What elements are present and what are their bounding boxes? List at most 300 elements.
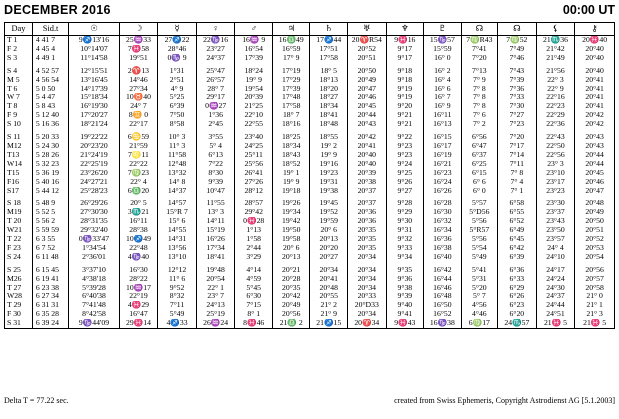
cell-pluto: 16°23 bbox=[424, 169, 462, 178]
cell-mean-node: 7° 6 bbox=[461, 111, 497, 120]
cell-mars: 16♒ 9 bbox=[235, 36, 273, 45]
cell-lilith: 24°24 bbox=[536, 275, 575, 284]
cell-uranus: 20°37 bbox=[348, 195, 387, 208]
cell-day: S 25 bbox=[5, 262, 33, 275]
cell-chiron: 20°57 bbox=[575, 275, 615, 284]
column-header-day: Day bbox=[5, 23, 33, 36]
cell-sun: 22°25'19 bbox=[69, 160, 119, 169]
cell-sidereal-time: 5 56 2 bbox=[32, 217, 68, 226]
cell-uranus: 20°39 bbox=[348, 169, 387, 178]
cell-mars: 19°54 bbox=[235, 85, 273, 94]
cell-sun: 11°14'58 bbox=[69, 54, 119, 63]
cell-neptune: 9°34 bbox=[386, 253, 424, 262]
cell-venus: 28° 7 bbox=[196, 85, 235, 94]
cell-lilith: 21°49 bbox=[536, 54, 575, 63]
cell-venus: 16°26 bbox=[196, 235, 235, 244]
cell-chiron: 20°54 bbox=[575, 253, 615, 262]
cell-day: S 24 bbox=[5, 253, 33, 262]
cell-true-node: 7♍52 bbox=[498, 36, 537, 45]
cell-day: T 6 bbox=[5, 85, 33, 94]
cell-uranus: 20°36 bbox=[348, 217, 387, 226]
cell-chiron: 20°41 bbox=[575, 85, 615, 94]
cell-sidereal-time: 5 24 30 bbox=[32, 142, 68, 151]
cell-pluto: 16° 0 bbox=[424, 54, 462, 63]
cell-moon: 28°38 bbox=[119, 226, 158, 235]
cell-chiron: 20°44 bbox=[575, 151, 615, 160]
table-row bbox=[5, 111, 615, 120]
cell-neptune: 9♓16 bbox=[386, 36, 424, 45]
cell-uranus: 20°35 bbox=[348, 244, 387, 253]
cell-sidereal-time: 5 36 19 bbox=[32, 169, 68, 178]
cell-jupiter: 20° 6 bbox=[272, 244, 310, 253]
cell-saturn: 18°55 bbox=[310, 129, 348, 142]
cell-mean-node: 6° 6 bbox=[461, 178, 497, 187]
cell-sun: 8°42'58 bbox=[69, 310, 119, 319]
credit-note: created from Swiss Ephemeris, Copyright Astrodienst AG [5.1.2003] bbox=[394, 396, 615, 405]
cell-true-node: 6°23 bbox=[498, 301, 537, 310]
cell-sun: 24°27'21 bbox=[69, 178, 119, 187]
cell-mercury: 27♐22 bbox=[158, 36, 197, 45]
cell-uranus: 20°46 bbox=[348, 93, 387, 102]
cell-venus: 17°34 bbox=[196, 244, 235, 253]
cell-sun: 14°17'39 bbox=[69, 85, 119, 94]
cell-jupiter: 18°34 bbox=[272, 142, 310, 151]
cell-uranus: 20°44 bbox=[348, 111, 387, 120]
cell-true-node: 7°39 bbox=[498, 76, 537, 85]
cell-true-node: 6°26 bbox=[498, 292, 537, 301]
cell-chiron: 20°58 bbox=[575, 284, 615, 293]
cell-pluto: 16°34 bbox=[424, 226, 462, 235]
cell-uranus: 20°49 bbox=[348, 76, 387, 85]
cell-lilith: 23°43 bbox=[536, 217, 575, 226]
cell-mean-node: 5°31 bbox=[461, 275, 497, 284]
cell-venus: 20°54 bbox=[196, 275, 235, 284]
cell-mean-node: 6°47 bbox=[461, 142, 497, 151]
cell-moon: 6♎20 bbox=[119, 187, 158, 196]
table-row bbox=[5, 178, 615, 187]
cell-lilith: 22°56 bbox=[536, 151, 575, 160]
column-header-sidereal-time: Sid.t bbox=[32, 23, 68, 36]
cell-true-node: 7°14 bbox=[498, 151, 537, 160]
cell-venus: 29°17 bbox=[196, 93, 235, 102]
cell-venus: 8°30 bbox=[196, 169, 235, 178]
cell-saturn: 20°41 bbox=[310, 275, 348, 284]
cell-chiron: 21° 1 bbox=[575, 301, 615, 310]
cell-uranus: 20°40 bbox=[348, 151, 387, 160]
cell-day: T15 bbox=[5, 169, 33, 178]
cell-moon: 6♋59 bbox=[119, 129, 158, 142]
table-row bbox=[5, 195, 615, 208]
cell-mars: 17°39 bbox=[235, 54, 273, 63]
cell-mean-node: 5° 7 bbox=[461, 292, 497, 301]
cell-uranus: 20°34 bbox=[348, 284, 387, 293]
cell-jupiter: 19°50 bbox=[272, 226, 310, 235]
cell-pluto: 16° 6 bbox=[424, 85, 462, 94]
cell-mars: 27°26 bbox=[235, 178, 273, 187]
cell-moon: 22°22 bbox=[119, 160, 158, 169]
cell-moon: 16°47 bbox=[119, 310, 158, 319]
cell-sun: 4°38'18 bbox=[69, 275, 119, 284]
cell-mean-node: 5°41 bbox=[461, 262, 497, 275]
table-row bbox=[5, 102, 615, 111]
cell-mercury: 13°32 bbox=[158, 169, 197, 178]
cell-jupiter: 20°28 bbox=[272, 275, 310, 284]
cell-true-node: 7°36 bbox=[498, 85, 537, 94]
cell-venus: 25°19 bbox=[196, 310, 235, 319]
cell-neptune: 9°24 bbox=[386, 160, 424, 169]
cell-saturn: 20°48 bbox=[310, 284, 348, 293]
cell-lilith: 21♓ 5 bbox=[536, 319, 575, 328]
cell-day: T 27 bbox=[5, 284, 33, 293]
cell-lilith: 23° 3 bbox=[536, 160, 575, 169]
cell-sidereal-time: 4 52 57 bbox=[32, 63, 68, 76]
cell-moon: 28°22 bbox=[119, 275, 158, 284]
cell-pluto: 16°52 bbox=[424, 310, 462, 319]
cell-sidereal-time: 5 52 5 bbox=[32, 208, 68, 217]
cell-venus: 5° 4 bbox=[196, 142, 235, 151]
column-header-true-node: ☊ bbox=[498, 23, 537, 36]
cell-mars: 4°59 bbox=[235, 275, 273, 284]
cell-mean-node: 5°54 bbox=[461, 244, 497, 253]
table-row bbox=[5, 217, 615, 226]
cell-moon: 10♐49 bbox=[119, 235, 158, 244]
cell-pluto: 16°42 bbox=[424, 262, 462, 275]
cell-mercury: 13°10 bbox=[158, 253, 197, 262]
cell-true-node: 6°45 bbox=[498, 235, 537, 244]
cell-saturn: 20°20 bbox=[310, 244, 348, 253]
cell-mean-node: 6°25 bbox=[461, 160, 497, 169]
cell-sidereal-time: 6 31 31 bbox=[32, 301, 68, 310]
cell-neptune: 9°41 bbox=[386, 310, 424, 319]
table-row bbox=[5, 142, 615, 151]
cell-uranus: 20°40 bbox=[348, 160, 387, 169]
cell-sidereal-time: 5 44 12 bbox=[32, 187, 68, 196]
cell-jupiter: 18°52 bbox=[272, 160, 310, 169]
cell-neptune: 9♓43 bbox=[386, 319, 424, 328]
cell-sidereal-time: 6 35 28 bbox=[32, 310, 68, 319]
cell-pluto: 16°48 bbox=[424, 292, 462, 301]
cell-day: F 30 bbox=[5, 310, 33, 319]
cell-chiron: 20°49 bbox=[575, 208, 615, 217]
cell-mean-node: 5°D56 bbox=[461, 208, 497, 217]
cell-moon: 16°30 bbox=[119, 262, 158, 275]
cell-neptune: 9°19 bbox=[386, 93, 424, 102]
time-label: 00:00 UT bbox=[562, 3, 615, 17]
cell-pluto: 16°30 bbox=[424, 208, 462, 217]
cell-venus: 23°27 bbox=[196, 45, 235, 54]
column-header-sun: ☉ bbox=[69, 23, 119, 36]
cell-sidereal-time: 6 15 45 bbox=[32, 262, 68, 275]
cell-mercury: 4° 9 bbox=[158, 85, 197, 94]
cell-lilith: 21♏36 bbox=[536, 36, 575, 45]
cell-lilith: 23°30 bbox=[536, 195, 575, 208]
cell-pluto: 16°15 bbox=[424, 129, 462, 142]
cell-sidereal-time: 6 19 41 bbox=[32, 275, 68, 284]
cell-mercury: 0♑ 9 bbox=[158, 54, 197, 63]
cell-mars: 19° 9 bbox=[235, 76, 273, 85]
cell-day: T 29 bbox=[5, 301, 33, 310]
cell-pluto: 16♑38 bbox=[424, 319, 462, 328]
cell-mars: 22°10 bbox=[235, 111, 273, 120]
cell-neptune: 9°22 bbox=[386, 129, 424, 142]
cell-neptune: 9°31 bbox=[386, 226, 424, 235]
cell-uranus: 20°42 bbox=[348, 129, 387, 142]
cell-mean-node: 5°57 bbox=[461, 195, 497, 208]
cell-chiron: 20°48 bbox=[575, 195, 615, 208]
cell-sidereal-time: 5 20 33 bbox=[32, 129, 68, 142]
cell-pluto: 16°24 bbox=[424, 178, 462, 187]
cell-jupiter: 17°19 bbox=[272, 63, 310, 76]
cell-true-node: 7° 1 bbox=[498, 187, 537, 196]
cell-jupiter: 16°59 bbox=[272, 45, 310, 54]
cell-saturn: 19°59 bbox=[310, 217, 348, 226]
cell-mars: 28°57 bbox=[235, 195, 273, 208]
cell-uranus: 20°43 bbox=[348, 120, 387, 129]
column-header-mean-node: ☊ bbox=[461, 23, 497, 36]
table-row bbox=[5, 160, 615, 169]
cell-day: F 23 bbox=[5, 244, 33, 253]
cell-jupiter: 21♎ 2 bbox=[272, 319, 310, 328]
table-row bbox=[5, 129, 615, 142]
cell-sidereal-time: 5 16 36 bbox=[32, 120, 68, 129]
cell-uranus: 20°34 bbox=[348, 310, 387, 319]
cell-uranus: 20°36 bbox=[348, 208, 387, 217]
cell-lilith: 23°17 bbox=[536, 178, 575, 187]
column-header-pluto: ♇ bbox=[424, 23, 462, 36]
table-row bbox=[5, 208, 615, 217]
cell-saturn: 19°23 bbox=[310, 169, 348, 178]
cell-moon: 25♒33 bbox=[119, 36, 158, 45]
cell-mean-node: 7°13 bbox=[461, 63, 497, 76]
column-header-mars: ♂ bbox=[235, 23, 273, 36]
cell-mercury: 6°39 bbox=[158, 102, 197, 111]
cell-day: S17 bbox=[5, 187, 33, 196]
cell-venus: 7°22 bbox=[196, 160, 235, 169]
page-header bbox=[4, 3, 615, 19]
cell-moon: 22°17 bbox=[119, 120, 158, 129]
table-row bbox=[5, 284, 615, 293]
cell-sun: 6°40'38 bbox=[69, 292, 119, 301]
column-header-moon: ☽ bbox=[119, 23, 158, 36]
cell-sidereal-time: 5 28 26 bbox=[32, 151, 68, 160]
cell-saturn: 19°52 bbox=[310, 208, 348, 217]
cell-lilith: 22°29 bbox=[536, 111, 575, 120]
cell-neptune: 9°18 bbox=[386, 76, 424, 85]
cell-uranus: 20°35 bbox=[348, 235, 387, 244]
cell-sidereal-time: 6 3 55 bbox=[32, 235, 68, 244]
cell-uranus: 20°52 bbox=[348, 45, 387, 54]
cell-mean-node: 7° 9 bbox=[461, 76, 497, 85]
cell-pluto: 16° 2 bbox=[424, 63, 462, 76]
cell-venus: 6°13 bbox=[196, 151, 235, 160]
cell-lilith: 22° 3 bbox=[536, 76, 575, 85]
cell-day: S 3 bbox=[5, 54, 33, 63]
cell-mean-node: 5°49 bbox=[461, 253, 497, 262]
cell-saturn: 20° 6 bbox=[310, 226, 348, 235]
page-title: DECEMBER 2016 bbox=[4, 3, 111, 17]
cell-mean-node: 6°56 bbox=[461, 129, 497, 142]
cell-moon: 27°34 bbox=[119, 85, 158, 94]
cell-chiron: 20°41 bbox=[575, 102, 615, 111]
cell-neptune: 9°36 bbox=[386, 275, 424, 284]
cell-moon: 7♓58 bbox=[119, 45, 158, 54]
cell-moon: 22°19 bbox=[119, 292, 158, 301]
cell-lilith: 23°10 bbox=[536, 169, 575, 178]
cell-day: S 4 bbox=[5, 63, 33, 76]
cell-jupiter: 18°43 bbox=[272, 151, 310, 160]
table-row bbox=[5, 319, 615, 328]
cell-neptune: 9°20 bbox=[386, 102, 424, 111]
cell-sun: 27°30'30 bbox=[69, 208, 119, 217]
ephemeris-table bbox=[4, 22, 615, 329]
cell-jupiter: 20°35 bbox=[272, 284, 310, 293]
cell-lilith: 21°42 bbox=[536, 45, 575, 54]
table-row bbox=[5, 120, 615, 129]
cell-lilith: 22°36 bbox=[536, 120, 575, 129]
cell-mercury: 14°37 bbox=[158, 187, 197, 196]
cell-moon: 24° 7 bbox=[119, 102, 158, 111]
cell-pluto: 16°40 bbox=[424, 253, 462, 262]
cell-mars: 7°15 bbox=[235, 301, 273, 310]
cell-chiron: 20°47 bbox=[575, 187, 615, 196]
cell-pluto: 16°50 bbox=[424, 301, 462, 310]
cell-sun: 25°28'23 bbox=[69, 187, 119, 196]
cell-day: M12 bbox=[5, 142, 33, 151]
cell-jupiter: 20°49 bbox=[272, 301, 310, 310]
delta-t-note: Delta T = 77.22 sec. bbox=[4, 396, 69, 405]
column-header-saturn: ♄ bbox=[310, 23, 348, 36]
cell-venus: 13° 3 bbox=[196, 208, 235, 217]
cell-pluto: 16°38 bbox=[424, 244, 462, 253]
cell-sun: 20°23'20 bbox=[69, 142, 119, 151]
cell-mean-node: 7° 8 bbox=[461, 85, 497, 94]
cell-moon: 7♌11 bbox=[119, 151, 158, 160]
cell-true-node: 6°42 bbox=[498, 244, 537, 253]
cell-saturn: 19°16 bbox=[310, 160, 348, 169]
cell-mars: 29°42 bbox=[235, 208, 273, 217]
cell-mars: 26°41 bbox=[235, 169, 273, 178]
cell-uranus: 20°34 bbox=[348, 275, 387, 284]
table-row bbox=[5, 310, 615, 319]
table-row bbox=[5, 253, 615, 262]
cell-saturn: 19°38 bbox=[310, 187, 348, 196]
cell-moon: 10♉40 bbox=[119, 93, 158, 102]
cell-pluto: 16°36 bbox=[424, 235, 462, 244]
cell-mean-node: 4°46 bbox=[461, 310, 497, 319]
cell-jupiter: 17°58 bbox=[272, 102, 310, 111]
cell-neptune: 9°23 bbox=[386, 151, 424, 160]
cell-venus: 26°57 bbox=[196, 76, 235, 85]
cell-mars: 25°11 bbox=[235, 151, 273, 160]
cell-lilith: 22°50 bbox=[536, 142, 575, 151]
cell-day: S 18 bbox=[5, 195, 33, 208]
cell-true-node: 6°49 bbox=[498, 226, 537, 235]
table-row bbox=[5, 169, 615, 178]
table-row bbox=[5, 235, 615, 244]
cell-moon: 2♈13 bbox=[119, 63, 158, 76]
cell-chiron: 20°46 bbox=[575, 178, 615, 187]
cell-mean-node: 6°37 bbox=[461, 151, 497, 160]
cell-saturn: 18°27 bbox=[310, 93, 348, 102]
cell-mean-node: 5°R57 bbox=[461, 226, 497, 235]
cell-chiron: 20°40 bbox=[575, 63, 615, 76]
cell-moon: 8♊ 0 bbox=[119, 111, 158, 120]
cell-uranus: 20°38 bbox=[348, 178, 387, 187]
cell-uranus: 20°41 bbox=[348, 142, 387, 151]
cell-sun: 15°18'34 bbox=[69, 93, 119, 102]
cell-mercury: 14°55 bbox=[158, 226, 197, 235]
cell-chiron: 20°40 bbox=[575, 54, 615, 63]
cell-true-node: 7° 8 bbox=[498, 169, 537, 178]
cell-saturn: 19° 9 bbox=[310, 151, 348, 160]
cell-true-node: 6°20 bbox=[498, 310, 537, 319]
cell-mercury: 14°57 bbox=[158, 195, 197, 208]
table-row bbox=[5, 226, 615, 235]
cell-mercury: 7°11 bbox=[158, 301, 197, 310]
cell-moon: 16°11 bbox=[119, 217, 158, 226]
cell-jupiter: 17°29 bbox=[272, 76, 310, 85]
cell-mercury: 9°52 bbox=[158, 284, 197, 293]
cell-saturn: 21° 9 bbox=[310, 310, 348, 319]
cell-moon: 10♒17 bbox=[119, 284, 158, 293]
cell-mean-node: 5°20 bbox=[461, 284, 497, 293]
cell-sidereal-time: 4 56 54 bbox=[32, 76, 68, 85]
cell-venus: 19°48 bbox=[196, 262, 235, 275]
cell-saturn: 20°13 bbox=[310, 235, 348, 244]
cell-saturn: 18°20 bbox=[310, 85, 348, 94]
table-row bbox=[5, 45, 615, 54]
cell-sidereal-time: 6 7 52 bbox=[32, 244, 68, 253]
column-header-jupiter: ♃ bbox=[272, 23, 310, 36]
cell-uranus: 20°35 bbox=[348, 226, 387, 235]
cell-mercury: 13°56 bbox=[158, 244, 197, 253]
cell-mercury: 11° 3 bbox=[158, 142, 197, 151]
cell-moon: 3♏21 bbox=[119, 208, 158, 217]
cell-saturn: 19° 2 bbox=[310, 142, 348, 151]
cell-day: S 31 bbox=[5, 319, 33, 328]
cell-jupiter: 19°34 bbox=[272, 208, 310, 217]
cell-sun: 21°24'19 bbox=[69, 151, 119, 160]
cell-neptune: 9°26 bbox=[386, 178, 424, 187]
cell-true-node: 7°46 bbox=[498, 54, 537, 63]
table-row bbox=[5, 187, 615, 196]
cell-neptune: 9°33 bbox=[386, 244, 424, 253]
cell-sun: 13°16'45 bbox=[69, 76, 119, 85]
cell-jupiter: 19°42 bbox=[272, 217, 310, 226]
cell-neptune: 9°28 bbox=[386, 195, 424, 208]
cell-sidereal-time: 4 45 4 bbox=[32, 45, 68, 54]
cell-pluto: 16°21 bbox=[424, 160, 462, 169]
cell-sun: 7°41'48 bbox=[69, 301, 119, 310]
cell-mercury: 10° 3 bbox=[158, 129, 197, 142]
cell-mean-node: 7° 8 bbox=[461, 102, 497, 111]
cell-venus: 15°19 bbox=[196, 226, 235, 235]
cell-sun: 23°26'20 bbox=[69, 169, 119, 178]
cell-neptune: 9°19 bbox=[386, 85, 424, 94]
cell-lilith: 24° 4 bbox=[536, 244, 575, 253]
cell-day: T 22 bbox=[5, 235, 33, 244]
cell-true-node: 7°23 bbox=[498, 120, 537, 129]
cell-mars: 1°13 bbox=[235, 226, 273, 235]
cell-uranus: 20°34 bbox=[348, 253, 387, 262]
cell-sidereal-time: 5 48 9 bbox=[32, 195, 68, 208]
cell-true-node: 7°20 bbox=[498, 129, 537, 142]
cell-saturn: 18°48 bbox=[310, 120, 348, 129]
cell-jupiter: 17°48 bbox=[272, 93, 310, 102]
cell-moon: 19°51 bbox=[119, 54, 158, 63]
cell-lilith: 22° 9 bbox=[536, 85, 575, 94]
cell-neptune: 9°25 bbox=[386, 169, 424, 178]
